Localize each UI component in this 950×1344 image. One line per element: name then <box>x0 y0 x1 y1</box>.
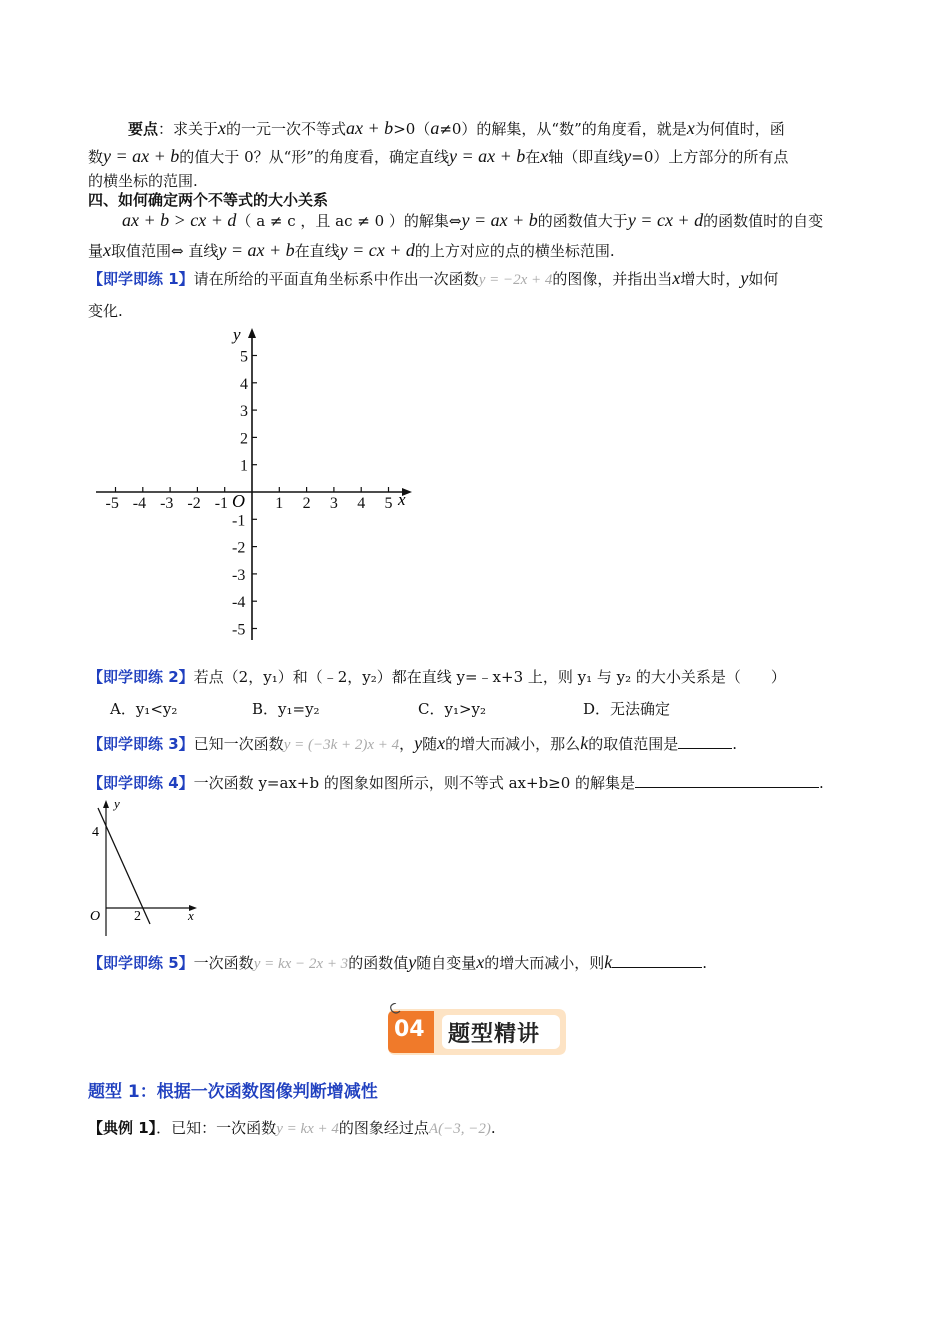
exercise-2-option-b[interactable]: B．y₁=y₂ <box>252 700 320 718</box>
exercise-3-answer-blank[interactable] <box>678 734 732 749</box>
x-tick-label: 5 <box>384 495 393 512</box>
keypoint-label: 要点 <box>128 120 159 138</box>
exercise-2-option-c[interactable]: C．y₁>y₂ <box>418 700 487 718</box>
banner-number: 04 <box>394 1017 425 1042</box>
x-axis-label: x <box>398 490 406 509</box>
section4-line1: ax + b > cx + d（ a ≠ c ，且 ac ≠ 0 ）的解集⇔y = ax + b的函数值大于y = cx + d的函数值时的自变 <box>122 210 824 230</box>
exercise-5: 【即学即练 5】一次函数y = kx − 2x + 3的函数值y随自变量x的增大而减小，则k . <box>88 952 708 972</box>
y-axis-label: y <box>233 325 241 344</box>
exercise-3: 【即学即练 3】已知一次函数y = (−3k + 2)x + 4，y随x的增大而减小，那么k的取值范围是 . <box>88 733 737 753</box>
exercise-5-answer-blank[interactable] <box>612 953 702 968</box>
example-1-tag: 【典例 1】 <box>88 1119 157 1137</box>
exercise-2-option-a[interactable]: A．y₁<y₂ <box>110 700 178 718</box>
y-tick-label: -1 <box>232 512 246 530</box>
y-tick-label: -2 <box>232 539 246 557</box>
exercise-1: 【即学即练 1】请在所给的平面直角坐标系中作出一次函数y = −2x + 4的图像，并指出当x增大时，y如何 <box>88 268 779 288</box>
example-1: 【典例 1】．已知：一次函数y = kx + 4的图象经过点A(−3, −2). <box>88 1119 496 1137</box>
section4-line2: 量x取值范围⇔ 直线y = ax + b在直线y = cx + d的上方对应的点的横坐标范围. <box>88 240 615 260</box>
y-tick-label: 1 <box>240 457 248 475</box>
y-axis <box>248 328 256 640</box>
type1-heading: 题型 1：根据一次函数图像判断增减性 <box>88 1082 378 1102</box>
section4-heading: 四、如何确定两个不等式的大小关系 <box>88 191 329 209</box>
exercise-1-tag: 【即学即练 1】 <box>88 270 194 288</box>
x-tick-label: 1 <box>275 495 284 512</box>
x-tick-label: -3 <box>160 495 174 512</box>
keypoint-line3: 的横坐标的范围. <box>88 172 198 190</box>
coordinate-grid <box>90 322 420 647</box>
exercise-1-line2: 变化. <box>88 302 123 320</box>
x-tick-label: 3 <box>329 495 338 512</box>
graph-x-intercept: 2 <box>134 909 141 924</box>
keypoint-line2: 数y = ax + b的值大于 0？从“形”的角度看，确定直线y = ax + b在x轴（即直线y=0）上方部分的所有点 <box>88 146 789 166</box>
section-banner <box>386 1003 568 1055</box>
graph-origin: O <box>90 909 101 924</box>
exercise-4-tag: 【即学即练 4】 <box>88 774 194 792</box>
exercise-2-option-d[interactable]: D．无法确定 <box>583 700 671 718</box>
x-tick-label: 2 <box>302 495 311 512</box>
x-tick-label: -5 <box>105 495 119 512</box>
y-tick-label: 4 <box>240 375 248 393</box>
y-tick-label: -5 <box>232 621 246 639</box>
exercise-3-tag: 【即学即练 3】 <box>88 735 194 753</box>
y-tick-label: 2 <box>240 430 248 448</box>
x-tick-label: -4 <box>132 495 147 512</box>
graph-x-label: x <box>188 908 194 923</box>
exercise-5-tag: 【即学即练 5】 <box>88 954 194 972</box>
y-tick-label: 5 <box>240 348 248 366</box>
y-tick-label: -4 <box>232 594 246 612</box>
x-tick-label: -2 <box>187 495 201 512</box>
exercise-2: 【即学即练 2】若点（2，y₁）和（﹣2，y₂）都在直线 y=﹣x+3 上，则 y₁ 与 y₂ 的大小关系是（ ） <box>88 668 786 686</box>
exercise-2-tag: 【即学即练 2】 <box>88 668 194 686</box>
x-tick-label: 4 <box>357 495 366 512</box>
graph-y-label: y <box>114 796 120 811</box>
exercise-4-graph <box>84 796 204 942</box>
banner-title: 题型精讲 <box>448 1022 541 1047</box>
exercise-4: 【即学即练 4】一次函数 y=ax+b 的图象如图所示，则不等式 ax+b≥0 的解集是 . <box>88 774 824 792</box>
graph-y-intercept: 4 <box>92 825 99 840</box>
y-tick-label: -3 <box>232 566 246 584</box>
exercise-4-answer-blank[interactable] <box>635 773 819 788</box>
origin-label: O <box>232 491 245 511</box>
x-tick-label: -1 <box>214 495 229 512</box>
y-tick-label: 3 <box>240 403 248 421</box>
keypoint-line1: 要点：求关于x的一元一次不等式ax + b>0（a≠0）的解集，从“数”的角度看，就是x为何值时，函 <box>128 118 785 138</box>
